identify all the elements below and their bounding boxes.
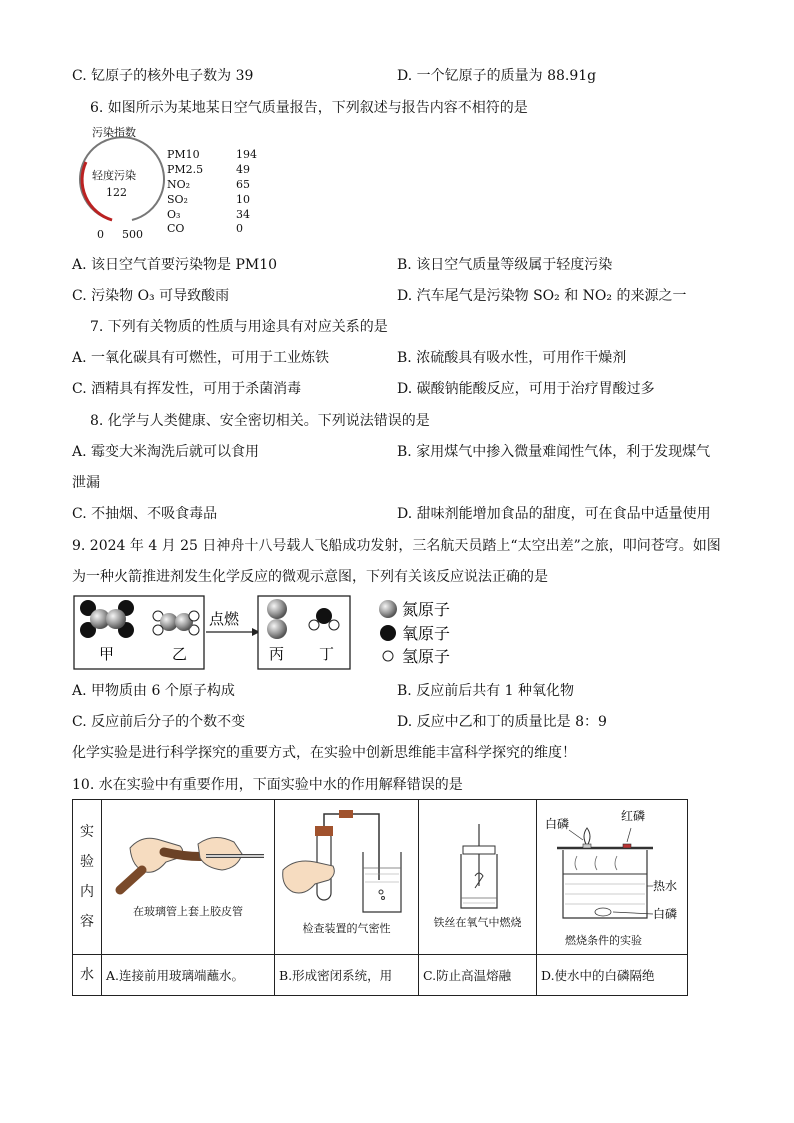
q9-option-c: C. 反应前后分子的个数不变 xyxy=(72,714,246,730)
q8-option-b-line2: 泄漏 xyxy=(72,475,100,491)
combustion-conditions-illustration xyxy=(537,800,687,954)
reaction-condition: 点燃 xyxy=(209,610,240,628)
q9-stem-line1: 9. 2024 年 4 月 25 日神舟十八号载人飞船成功发射，三名航天员踏上“太空出差”之旅，叩问苍穹。如图 xyxy=(72,538,721,554)
label-jia: 甲 xyxy=(99,645,115,663)
q9-option-d: D. 反应中乙和丁的质量比是 8：9 xyxy=(397,714,607,730)
q5-option-d: D. 一个钇原子的质量为 88.91g xyxy=(397,68,597,84)
h-atom xyxy=(153,625,163,635)
h-atom xyxy=(189,611,199,621)
reaction-diagram-svg xyxy=(72,594,472,674)
q8-option-d: D. 甜味剂能增加食品的甜度，可在食品中适量使用 xyxy=(397,506,711,522)
pollution-index-title: 污染指数 xyxy=(92,126,136,139)
o-atom xyxy=(316,608,332,624)
legend-h-label: 氢原子 xyxy=(402,647,451,666)
q8-stem: 8. 化学与人类健康、安全密切相关。下列说法错误的是 xyxy=(90,413,430,429)
q6-option-a: A. 该日空气首要污染物是 PM10 xyxy=(72,257,278,273)
legend-n-atom xyxy=(379,600,397,618)
table-row xyxy=(73,800,688,955)
pollutant-name: PM10 xyxy=(167,148,200,161)
label-red-phosphorus: 红磷 xyxy=(621,809,646,823)
q6-stem: 6. 如图所示为某地某日空气质量报告，下列叙述与报告内容不相符的是 xyxy=(90,100,528,116)
iron-wire-combustion-illustration xyxy=(419,800,536,954)
row-header-content xyxy=(73,800,102,955)
q5-option-c: C. 钇原子的核外电子数为 39 xyxy=(72,68,254,84)
answer-b: B.形成密闭系统，用 xyxy=(275,955,419,996)
h-atom xyxy=(309,620,319,630)
legend-n-label: 氮原子 xyxy=(402,600,451,619)
q10-stem: 10. 水在实验中有重要作用，下面实验中水的作用解释错误的是 xyxy=(72,777,463,793)
h-atom xyxy=(329,620,339,630)
n-atom xyxy=(106,609,126,629)
experiment-cell-c xyxy=(419,800,537,955)
label-white-phosphorus-2: 白磷 xyxy=(653,907,678,921)
pollutant-value: 65 xyxy=(236,178,250,191)
row-header-char: 验 xyxy=(80,854,94,870)
caption-b: 检查装置的气密性 xyxy=(302,922,391,935)
q7-option-b: B. 浓硫酸具有吸水性，可用作干燥剂 xyxy=(397,350,627,366)
q7-stem: 7. 下列有关物质的性质与用途具有对应关系的是 xyxy=(90,319,388,335)
pollutant-name: PM2.5 xyxy=(167,163,204,176)
gauge-min: 0 xyxy=(97,228,104,241)
answer-a: A.连接前用玻璃端蘸水。 xyxy=(102,955,275,996)
q9-option-b: B. 反应前后共有 1 种氧化物 xyxy=(397,683,574,699)
q8-option-a: A. 霉变大米淘洗后就可以食用 xyxy=(72,444,260,460)
q7-option-a: A. 一氧化碳具有可燃性，可用于工业炼铁 xyxy=(72,350,330,366)
q7-option-d: D. 碳酸钠能酸反应，可用于治疗胃酸过多 xyxy=(397,381,655,397)
row-header-char: 容 xyxy=(80,914,94,930)
pollutant-value: 0 xyxy=(236,222,243,235)
row-header-char: 内 xyxy=(80,884,94,900)
answer-d: D.使水中的白磷隔绝 xyxy=(537,955,688,996)
pollutant-name: SO₂ xyxy=(167,193,188,206)
experiment-cell-a xyxy=(102,800,275,955)
n-atom xyxy=(267,599,287,619)
q8-option-b-line1: B. 家用煤气中掺入微量难闻性气体，利于发现煤气 xyxy=(397,444,711,460)
gauge-arc xyxy=(60,122,180,242)
label-yi: 乙 xyxy=(172,645,188,663)
pollutant-name: CO xyxy=(167,222,185,235)
experiment-table xyxy=(72,799,688,996)
pollutant-value: 194 xyxy=(236,148,257,161)
q8-option-c: C. 不抽烟、不吸食毒品 xyxy=(72,506,218,522)
experiment-cell-d xyxy=(537,800,688,955)
label-white-phosphorus: 白磷 xyxy=(545,817,570,831)
caption-c: 铁丝在氧气中燃烧 xyxy=(433,916,522,929)
q9-stem-line2: 为一种火箭推进剂发生化学反应的微观示意图，下列有关该反应说法正确的是 xyxy=(72,569,548,585)
legend-o-label: 氧原子 xyxy=(402,624,451,643)
air-quality-report xyxy=(60,122,290,246)
gauge-label: 轻度污染 xyxy=(92,169,136,182)
pollutant-value: 49 xyxy=(236,163,250,176)
q6-option-b: B. 该日空气质量等级属于轻度污染 xyxy=(397,257,613,273)
legend-o-atom xyxy=(380,625,396,641)
caption-a: 在玻璃管上套上胶皮管 xyxy=(133,905,243,918)
pollutant-name: NO₂ xyxy=(167,178,191,191)
row-header-char: 实 xyxy=(80,824,94,840)
label-ding: 丁 xyxy=(319,645,335,663)
label-hot-water: 热水 xyxy=(653,879,678,893)
caption-d: 燃烧条件的实验 xyxy=(565,934,642,947)
experiment-cell-b xyxy=(275,800,419,955)
table-row xyxy=(73,955,688,996)
pollutant-value: 10 xyxy=(236,193,250,206)
q6-option-d: D. 汽车尾气是污染物 SO₂ 和 NO₂ 的来源之一 xyxy=(397,288,687,304)
glass-tube-illustration xyxy=(102,800,274,954)
answer-c: C.防止高温熔融 xyxy=(419,955,537,996)
row-header-water: 水 xyxy=(73,955,102,996)
q9-option-a: A. 甲物质由 6 个原子构成 xyxy=(72,683,235,699)
section-intro: 化学实验是进行科学探究的重要方式，在实验中创新思维能丰富科学探究的维度！ xyxy=(72,745,576,761)
legend-h-atom xyxy=(383,651,393,661)
reaction-diagram xyxy=(72,594,472,674)
pollutant-value: 34 xyxy=(236,208,250,221)
label-bing: 丙 xyxy=(269,645,285,663)
q6-option-c: C. 污染物 O₃ 可导致酸雨 xyxy=(72,288,230,304)
n-atom xyxy=(267,619,287,639)
gauge-max: 500 xyxy=(122,228,143,241)
q7-option-c: C. 酒精具有挥发性，可用于杀菌消毒 xyxy=(72,381,302,397)
gauge-value: 122 xyxy=(106,186,127,199)
pollutant-name: O₃ xyxy=(167,208,181,221)
